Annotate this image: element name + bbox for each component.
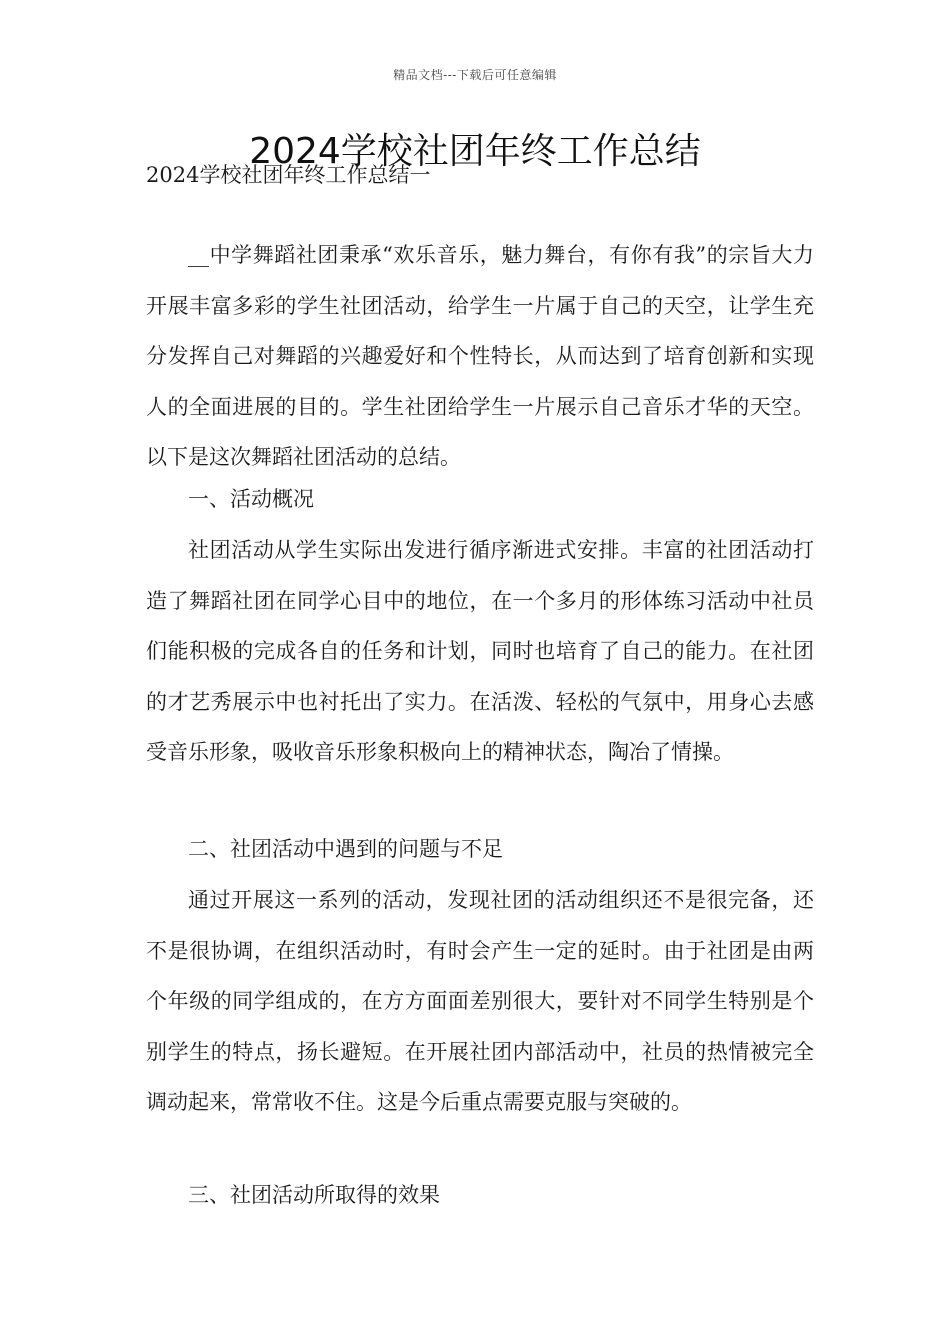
section-heading-3: 三、社团活动所取得的效果 [188,1183,440,1207]
section-heading-2: 二、社团活动中遇到的问题与不足 [188,837,503,861]
document-subtitle: 2024学校社团年终工作总结一 [146,163,431,187]
section2-paragraph: 通过开展这一系列的活动，发现社团的活动组织还不是很完备，还不是很协调，在组织活动时，有时会产生一定的延时。由于社团是由两个年级的同学组成的，在方方面面差别很大，要针对不同学生特别是个别学生的特点，扬长避短。在开展社团内部活动中，社员的热情被完全调动起来，常常收不住。这是今后重点需要克服与突破的。 [146,888,814,1114]
document-title: 2024学校社团年终工作总结 [249,131,701,172]
section1-paragraph: 社团活动从学生实际出发进行循序渐进式安排。丰富的社团活动打造了舞蹈社团在同学心目中的地位，在一个多月的形体练习活动中社员们能积极的完成各自的任务和计划，同时也培育了自己的能力。在社团的才艺秀展示中也衬托出了实力。在活泼、轻松的气氛中，用身心去感受音乐形象，吸收音乐形象积极向上的精神状态，陶冶了情操。 [146,538,814,764]
section-heading-1: 一、活动概况 [188,487,314,511]
header-note: 精品文档---下载后可任意编辑 [393,68,557,82]
intro-paragraph: __中学舞蹈社团秉承“欢乐音乐，魅力舞台，有你有我”的宗旨大力开展丰富多彩的学生社团活动，给学生一片属于自己的天空，让学生充分发挥自己对舞蹈的兴趣爱好和个性特长，从而达到了培育创新和实现人的全面进展的目的。学生社团给学生一片展示自己音乐才华的天空。以下是这次舞蹈社团活动的总结。 [146,243,814,469]
